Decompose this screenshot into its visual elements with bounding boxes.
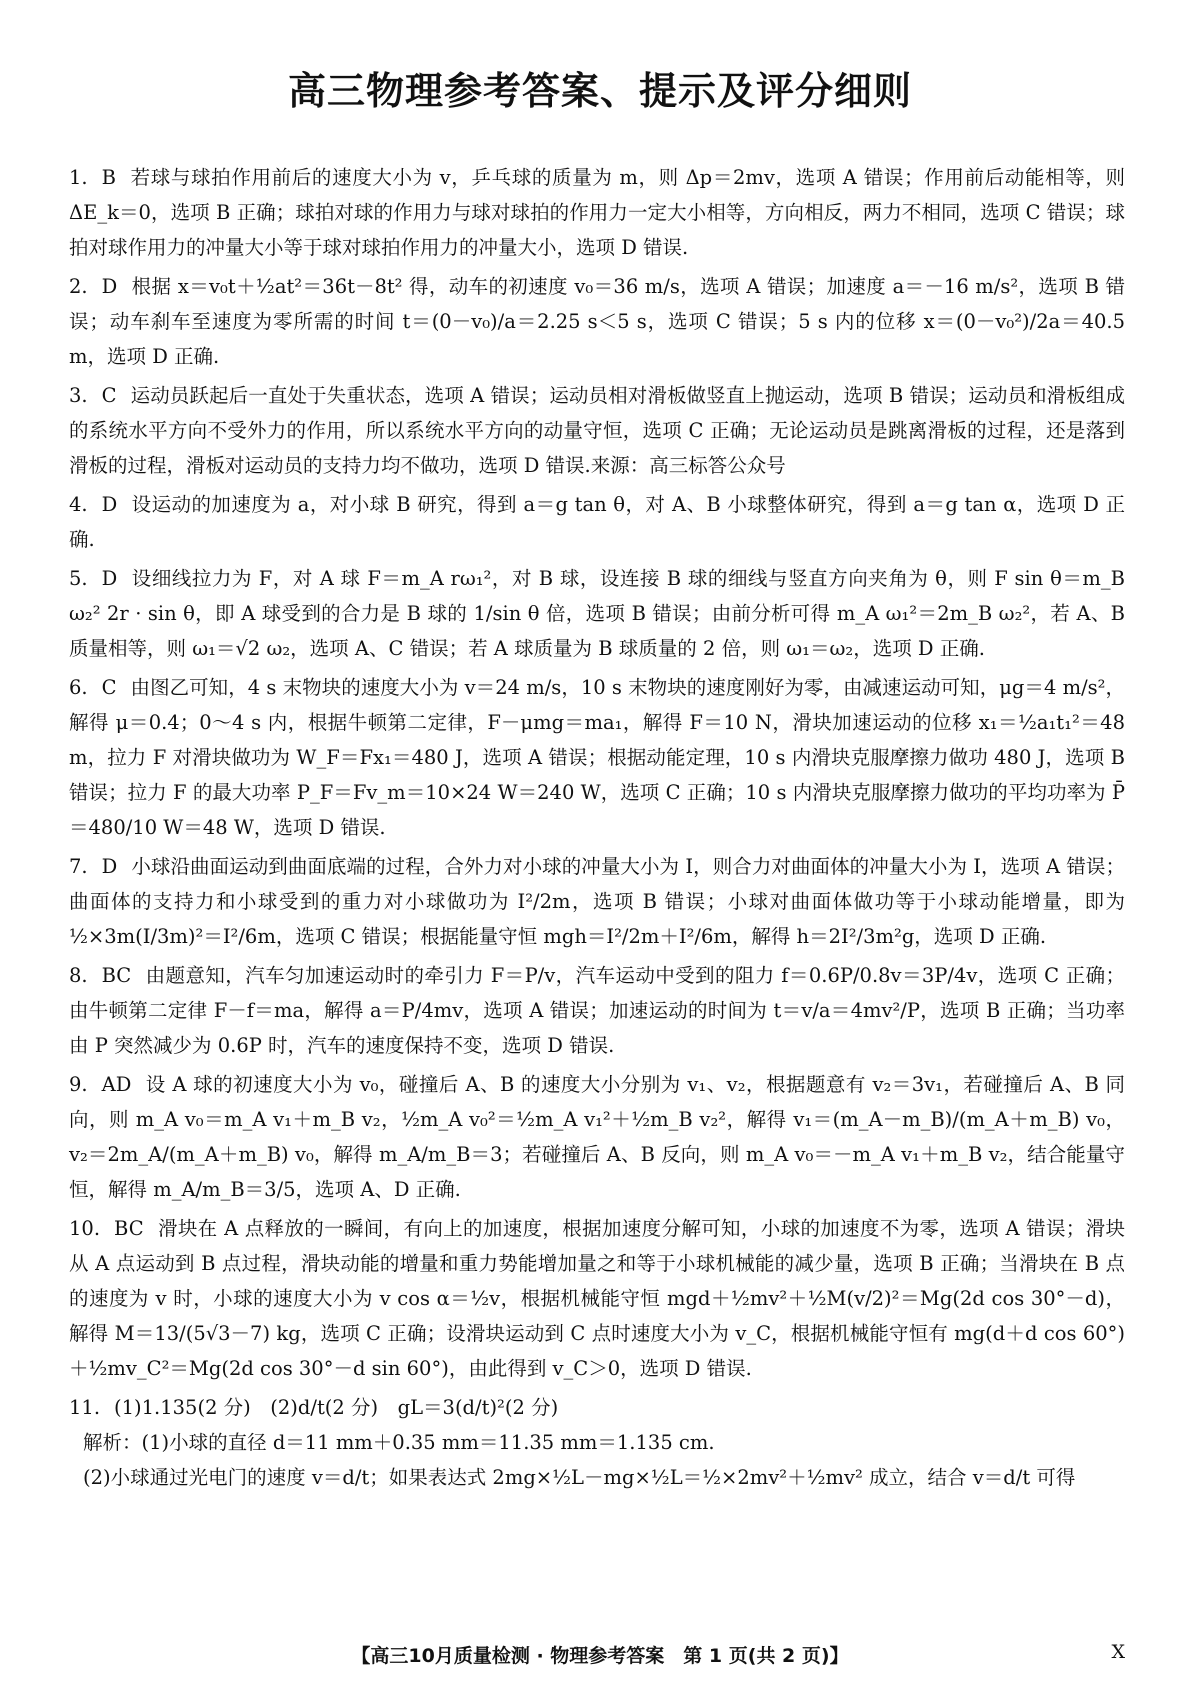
item-number: 10. xyxy=(69,1217,101,1240)
item-explanation: 设 A 球的初速度大小为 v₀，碰撞后 A、B 的速度大小分别为 v₁、v₂，根据题意有 v₂＝3v₁，若碰撞后 A、B 同向，则 m_A v₀＝m_A v₁＋m_B v₂，½m_A v₀²＝½m_A v₁²＋½m_B v₂²，解得 v₁＝(m_A－m_B)/(m_A＋m_B) v₀，v₂＝2m_A/(m_A＋m_B) v₀，解得 m_A/m_B＝3；若碰撞后 A、B 反向，则 m_A v₀＝－m_A v₁＋m_B v₂，结合能量守恒，解得 m_A/m_B＝3/5，选项 A、D 正确. xyxy=(69,1073,1125,1201)
item-answer: D xyxy=(101,493,118,516)
answer-item-10 xyxy=(69,1211,1125,1386)
item-explanation: 由题意知，汽车匀加速运动时的牵引力 F＝P/v，汽车运动中受到的阻力 f＝0.6P/0.8v＝3P/4v，选项 C 正确；由牛顿第二定律 F－f＝ma，解得 a＝P/4mv，选项 A 错误；加速运动的时间为 t＝v/a＝4mv²/P，选项 B 正确；当功率由 P 突然减少为 0.6P 时，汽车的速度保持不变，选项 D 错误. xyxy=(69,964,1125,1057)
item-answer: AD xyxy=(101,1073,132,1096)
item-number: 4. xyxy=(69,493,88,516)
item-number: 8. xyxy=(69,964,88,987)
answer-item-9 xyxy=(69,1067,1125,1207)
item-answer: B xyxy=(101,166,116,189)
answer-item-11 xyxy=(69,1390,1125,1495)
answer-item-2 xyxy=(69,269,1125,374)
answer-item-7 xyxy=(69,849,1125,954)
item-explanation: 运动员跃起后一直处于失重状态，选项 A 错误；运动员相对滑板做竖直上抛运动，选项 B 错误；运动员和滑板组成的系统水平方向不受外力的作用，所以系统水平方向的动量守恒，选项 C 正确；无论运动员是跳离滑板的过程，还是落到滑板的过程，滑板对运动员的支持力均不做功，选项 D 错误.来源：高三标答公众号 xyxy=(69,384,1125,477)
item-explanation: 设运动的加速度为 a，对小球 B 研究，得到 a＝g tan θ，对 A、B 小球整体研究，得到 a＝g tan α，选项 D 正确. xyxy=(69,493,1125,551)
item-explanation: 滑块在 A 点释放的一瞬间，有向上的加速度，根据加速度分解可知，小球的加速度不为零，选项 A 错误；滑块从 A 点运动到 B 点过程，滑块动能的增量和重力势能增加量之和等于小球机械能的减少量，选项 B 正确；当滑块在 B 点的速度为 v 时，小球的速度大小为 v cos α＝½v，根据机械能守恒 mgd＋½mv²＋½M(v/2)²＝Mg(2d cos 30°－d)，解得 M＝13/(5√3－7) kg，选项 C 正确；设滑块运动到 C 点时速度大小为 v_C，根据机械能守恒有 mg(d＋d cos 60°)＋½mv_C²＝Mg(2d cos 30°－d sin 60°)，由此得到 v_C＞0，选项 D 错误. xyxy=(69,1217,1125,1380)
item-number: 2. xyxy=(69,275,88,298)
item-answer: BC xyxy=(114,1217,144,1240)
item-answer: C xyxy=(101,676,117,699)
item-number: 7. xyxy=(69,855,88,878)
footer-code: X xyxy=(1111,1641,1125,1663)
item-explanation: 根据 x＝v₀t＋½at²＝36t－8t² 得，动车的初速度 v₀＝36 m/s，选项 A 错误；加速度 a＝－16 m/s²，选项 B 错误；动车刹车至速度为零所需的时间 t＝(0－v₀)/a＝2.25 s＜5 s，选项 C 错误；5 s 内的位移 x＝(0－v₀²)/2a＝40.5 m，选项 D 正确. xyxy=(69,275,1125,368)
answer-item-3 xyxy=(69,378,1125,483)
page-footer: 【高三10月质量检测 · 物理参考答案 第 1 页(共 2 页)】 xyxy=(351,1645,849,1667)
item-explanation: 由图乙可知，4 s 末物块的速度大小为 v＝24 m/s，10 s 末物块的速度刚好为零，由减速运动可知，μg＝4 m/s²，解得 μ＝0.4；0～4 s 内，根据牛顿第二定律，F－μmg＝ma₁，解得 F＝10 N，滑块加速运动的位移 x₁＝½a₁t₁²＝48 m，拉力 F 对滑块做功为 W_F＝Fx₁＝480 J，选项 A 错误；根据动能定理，10 s 内滑块克服摩擦力做功 480 J，选项 B 错误；拉力 F 的最大功率 P_F＝Fv_m＝10×24 W＝240 W，选项 C 正确；10 s 内滑块克服摩擦力做功的平均功率为 P̄＝480/10 W＝48 W，选项 D 错误. xyxy=(69,676,1125,839)
item-answer: C xyxy=(101,384,117,407)
item-number: 11. xyxy=(69,1396,101,1419)
item-explanation: 若球与球拍作用前后的速度大小为 v，乒乓球的质量为 m，则 Δp＝2mv，选项 A 错误；作用前后动能相等，则 ΔE_k＝0，选项 B 正确；球拍对球的作用力与球对球拍的作用力一定大小相等，方向相反，两力不相同，选项 C 错误；球拍对球作用力的冲量大小等于球对球拍作用力的冲量大小，选项 D 错误. xyxy=(69,166,1125,259)
answer-list xyxy=(69,160,1125,1499)
item-number: 1. xyxy=(69,166,88,189)
page-title: 高三物理参考答案、提示及评分细则 xyxy=(287,69,912,113)
item-number: 3. xyxy=(69,384,88,407)
item-analysis: 解析：(1)小球的直径 d＝11 mm＋0.35 mm＝11.35 mm＝1.135 cm. xyxy=(83,1431,715,1454)
answer-item-5 xyxy=(69,561,1125,666)
item-answers: (1)1.135(2 分) (2)d/t(2 分) gL＝3(d/t)²(2 分) xyxy=(114,1396,559,1419)
item-number: 5. xyxy=(69,567,88,590)
answer-item-6 xyxy=(69,670,1125,845)
item-explanation: 设细线拉力为 F，对 A 球 F＝m_A rω₁²，对 B 球，设连接 B 球的细线与竖直方向夹角为 θ，则 F sin θ＝m_B ω₂² 2r · sin θ，即 A 球受到的合力是 B 球的 1/sin θ 倍，选项 B 错误；由前分析可得 m_A ω₁²＝2m_B ω₂²，若 A、B 质量相等，则 ω₁＝√2 ω₂，选项 A、C 错误；若 A 球质量为 B 球质量的 2 倍，则 ω₁＝ω₂，选项 D 正确. xyxy=(69,567,1125,660)
item-analysis-2: (2)小球通过光电门的速度 v＝d/t；如果表达式 2mg×½L－mg×½L＝½×2mv²＋½mv² 成立，结合 v＝d/t 可得 xyxy=(83,1466,1076,1489)
item-answer: BC xyxy=(101,964,132,987)
item-number: 6. xyxy=(69,676,88,699)
answer-item-8 xyxy=(69,958,1125,1063)
item-answer: D xyxy=(101,275,118,298)
answer-item-1 xyxy=(69,160,1125,265)
item-number: 9. xyxy=(69,1073,88,1096)
item-answer: D xyxy=(101,567,118,590)
answer-item-4 xyxy=(69,487,1125,557)
item-explanation: 小球沿曲面运动到曲面底端的过程，合外力对小球的冲量大小为 I，则合力对曲面体的冲量大小为 I，选项 A 错误；曲面体的支持力和小球受到的重力对小球做功为 I²/2m，选项 B 错误；小球对曲面体做功等于小球动能增量，即为 ½×3m(I/3m)²＝I²/6m，选项 C 错误；根据能量守恒 mgh＝I²/2m＋I²/6m，解得 h＝2I²/3m²g，选项 D 正确. xyxy=(69,855,1125,948)
item-answer: D xyxy=(101,855,118,878)
